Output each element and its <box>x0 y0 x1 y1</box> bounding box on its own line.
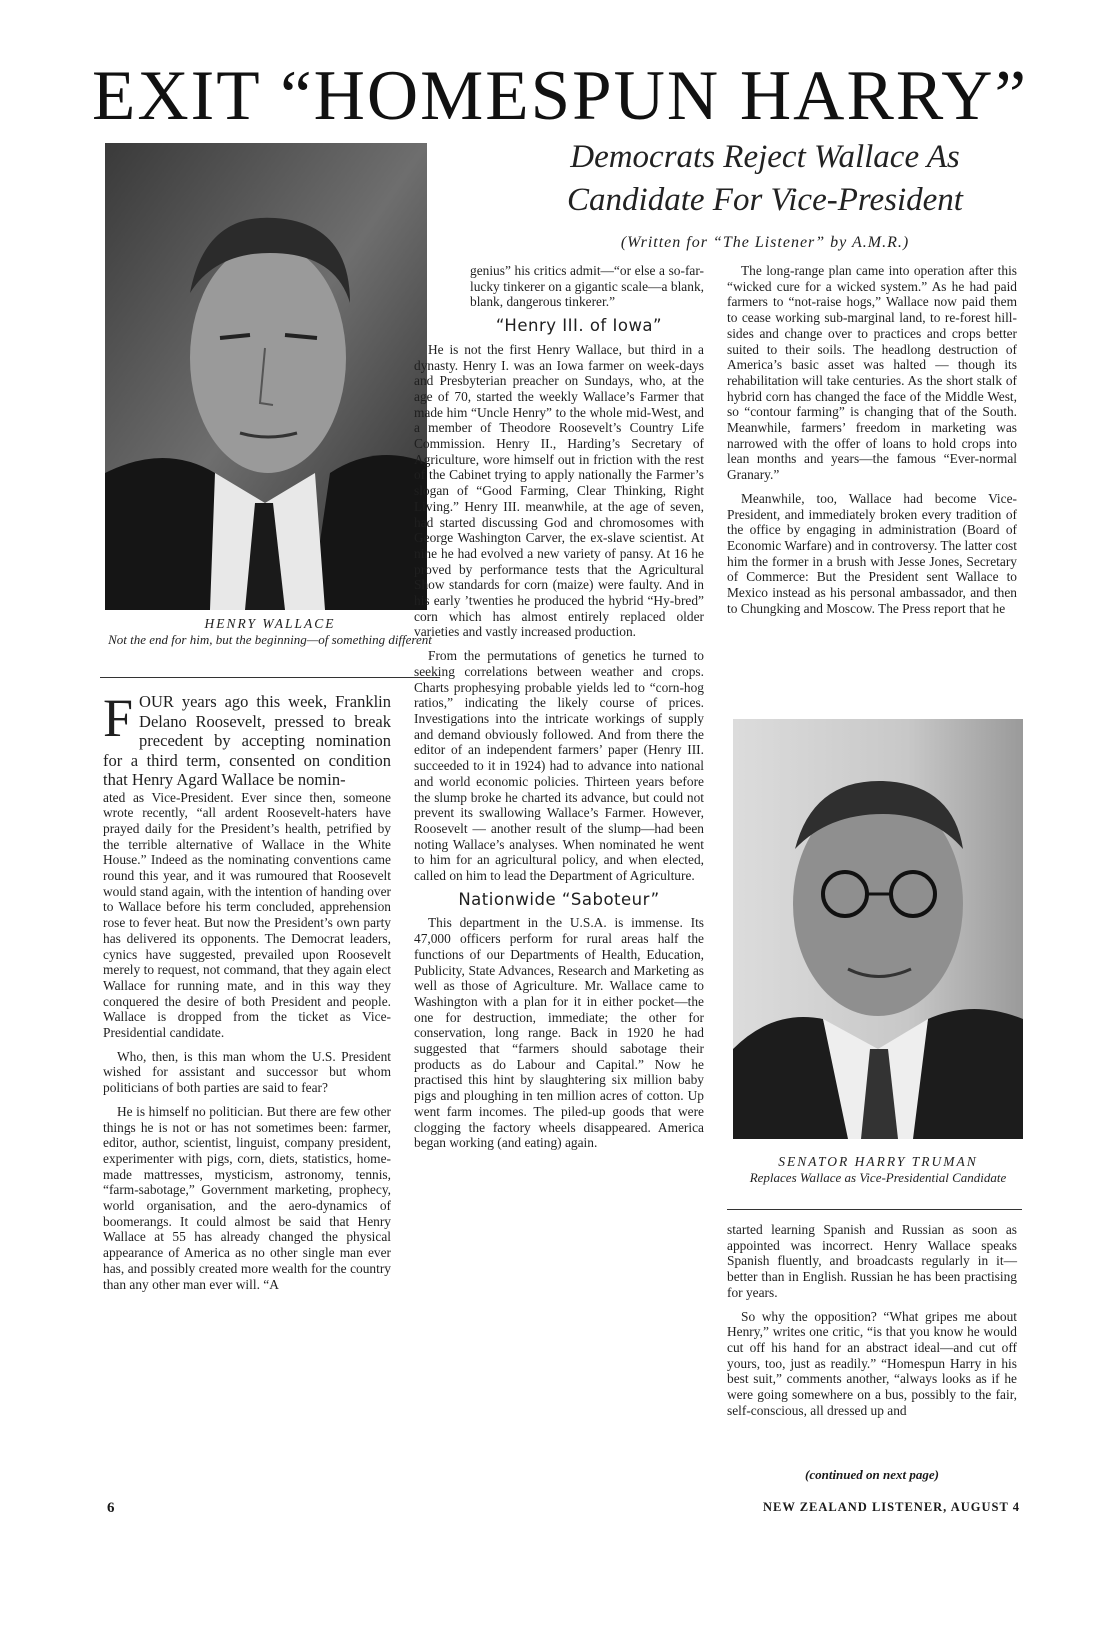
paragraph: He is himself no politician. But there are few other things he is not or has not sometimes been: farmer, editor, author, scientist, linguist, company president, experimenter with pigs, corn, diets, statistics, home-made mattresses, mysticism, astronomy, tennis, “farm-sabotage,” Government marketing, prophecy, world organisation, and the aero-dynamics of boomerangs. It could almost be said that Henry Wallace at 55 has already changed the physical appearance of America as no other single man ever has, and possibly created more wealth for the country than any other man ever will. “A <box>103 1103 391 1292</box>
page-number: 6 <box>107 1500 115 1516</box>
wallace-photo <box>105 143 427 610</box>
section-heading: “Henry III. of Iowa” <box>495 316 663 336</box>
article-column-1 <box>103 688 391 1300</box>
truman-photo <box>733 719 1023 1139</box>
paragraph: From the permutations of genetics he turned to seeking correlations between weather and crops. Charts prophesying probable yields led to “corn-hog ratios,” indicating the likely course of prices. Investigations into the intricate workings of supply and demand obviously followed. And from there the editor of an independent farmers’ paper (Henry III. succeeded to it in 1924) had to advance into national and world economic policies. Thirteen years before the slump broke he charted its advance, but could not prevent its swallowing Wallace’s Farmer. However, Roosevelt — another result of the slump—had been noting Wallace’s analyses. When nominated he went to him for an agricultural policy, and when elected, called on him to lead the Department of Agriculture. <box>414 648 704 884</box>
wallace-caption <box>100 616 440 648</box>
paragraph: The long-range plan came into operation after this “wicked cure for a wicked system.” As he had paid farmers to “not-raise hogs,” Wallace now paid them to cease working sub-marginal land, to re-forest hill-sides and change over to practices and crops better suited to their soils. The headlong destruction of America’s basic asset was halted — though its rehabilitation will take centuries. As the short stalk of hybrid corn has changed the face of the Middle West, so “contour farming” is changing that of the South. Meanwhile, farmers’ freedom in marketing was narrowed with the offer of loans to hold crops into lean months and years—the famous “Ever-normal Granary.” <box>727 263 1017 483</box>
continued-notice: (continued on next page) <box>805 1467 939 1482</box>
truman-caption <box>733 1154 1023 1186</box>
byline: (Written for “The Listener” by A.M.R.) <box>620 234 910 251</box>
divider <box>100 677 440 678</box>
paragraph: He is not the first Henry Wallace, but third in a dynasty. Henry I. was an Iowa farmer on week-days and Presbyterian preacher on Sundays, who, at the age of 70, started the weekly Wallace’s Farmer that made him “Uncle Henry” to the whole mid-West, and a member of Theodore Roosevelt’s Country Life Commission. Henry II., Harding’s Secretary of Agriculture, wore himself out in friction with the rest of the Cabinet trying to apply nationally the Farmer’s slogan of “Good Farming, Clear Thinking, Right Living.” Henry III. meanwhile, at the age of seven, had started discussing God and chromosomes with George Washington Carver, the ex-slave scientist. At nine he had evolved a new variety of pansy. At 16 he proved by performance tests that the Agricultural Show standards for corn (maize) were faulty. And in his early ’twenties he produced the hybrid “Hy-bred” corn which has almost entirely replaced older varieties and vastly increased production. <box>414 341 704 640</box>
truman-caption-text: Replaces Wallace as Vice-Presidential Candidate <box>749 1170 1007 1185</box>
article-column-3 <box>727 263 1017 624</box>
lead-paragraph: OUR years ago this week, Franklin Delano Roosevelt, pressed to break precedent by accepting nomination for a third term, consented on condition that Henry Agard Wallace be nomin- <box>103 692 391 789</box>
paragraph: genius” his critics admit—“or else a so-far-lucky tinkerer on a gigantic scale—a blank, blank, dangerous tinkerer.” <box>470 263 704 310</box>
publication-footer: NEW ZEALAND LISTENER, AUGUST 4 <box>762 1500 1020 1514</box>
paragraph: This department in the U.S.A. is immense. Its 47,000 officers perform for rural areas half the functions of our Departments of Health, Education, Publicity, State Advances, Research and Marketing as well as those of Agriculture. Mr. Wallace came to Washington with a plan for it in either pocket—the one for destruction, immediate; the other for conservation, long range. Back in 1920 he had suggested that “farmers should sabotage their products as do Labour and Capital.” Now he practised this hint by slaughtering six million baby pigs and ploughing in ten million acres of cotton. Up went farm incomes. The piled-up goods that were clogging the factory wheels disappeared. America began working (and eating) again. <box>414 915 704 1151</box>
subheadline-line-1: Democrats Reject Wallace As <box>570 139 960 175</box>
article-column-3-continued <box>727 1222 1017 1426</box>
paragraph: Meanwhile, too, Wallace had become Vice-President, and immediately broken every tradition of the office by engaging in administration (Board of Economic Warfare) and in controversy. The latter cost him the former in a brush with Jesse Jones, Secretary of Commerce: But the President sent Wallace to Mexico instead as his personal ambassador, and then to Chungking and Moscow. The Press report that he <box>727 490 1017 616</box>
portrait-wallace-image <box>105 143 427 610</box>
paragraph: ated as Vice-President. Ever since then, someone wrote recently, “all ardent Roosevelt-haters have prayed daily for the President’s health, petrified by the terrible alternative of Wallace in the White House.” Indeed as the nominating conventions came round this year, and it was rumoured that Roosevelt would stand again, with the intention of handing over to Wallace before his term concluded, apprehension rose to fever heat. But now the President’s own party has delivered its opponents. The Democrat leaders, cynics have suggested, prevailed upon Roosevelt merely to request, not command, that they again elect Wallace for running mate, and in this way they conquered the desire of both President and people. Wallace is dropped from the ticket as Vice-Presidential candidate. <box>103 789 391 1041</box>
article-column-2 <box>414 263 704 1159</box>
headline: EXIT “HOMESPUN HARRY” <box>91 57 1029 135</box>
subheadline <box>455 136 1075 222</box>
divider <box>727 1209 1022 1210</box>
drop-cap: F <box>103 688 134 748</box>
subheadline-line-2: Candidate For Vice-President <box>567 182 963 218</box>
wallace-caption-name: HENRY WALLACE <box>204 616 336 631</box>
paragraph: So why the opposition? “What gripes me about Henry,” writes one critic, “is that you know he would cut off his hand for an abstract ideal—and cut off yours, too, just as readily.” “Homespun Harry in his best suit,” comments another, “always looks as if he were going somewhere on a bus, possibly to the fair, self-conscious, all dressed up and <box>727 1308 1017 1418</box>
section-heading: Nationwide “Saboteur” <box>458 889 660 909</box>
portrait-truman-image <box>733 719 1023 1139</box>
paragraph: Who, then, is this man whom the U.S. President wished for assistant and successor but whom politicians of both parties are said to fear? <box>103 1048 391 1096</box>
paragraph: started learning Spanish and Russian as soon as appointed was incorrect. Henry Wallace speaks Spanish fluently, and broadcasts regularly in it—better than in English. Russian he has been practising for years. <box>727 1222 1017 1300</box>
wallace-caption-text: Not the end for him, but the beginning—of something different <box>108 632 432 647</box>
truman-caption-name: SENATOR HARRY TRUMAN <box>778 1154 978 1169</box>
